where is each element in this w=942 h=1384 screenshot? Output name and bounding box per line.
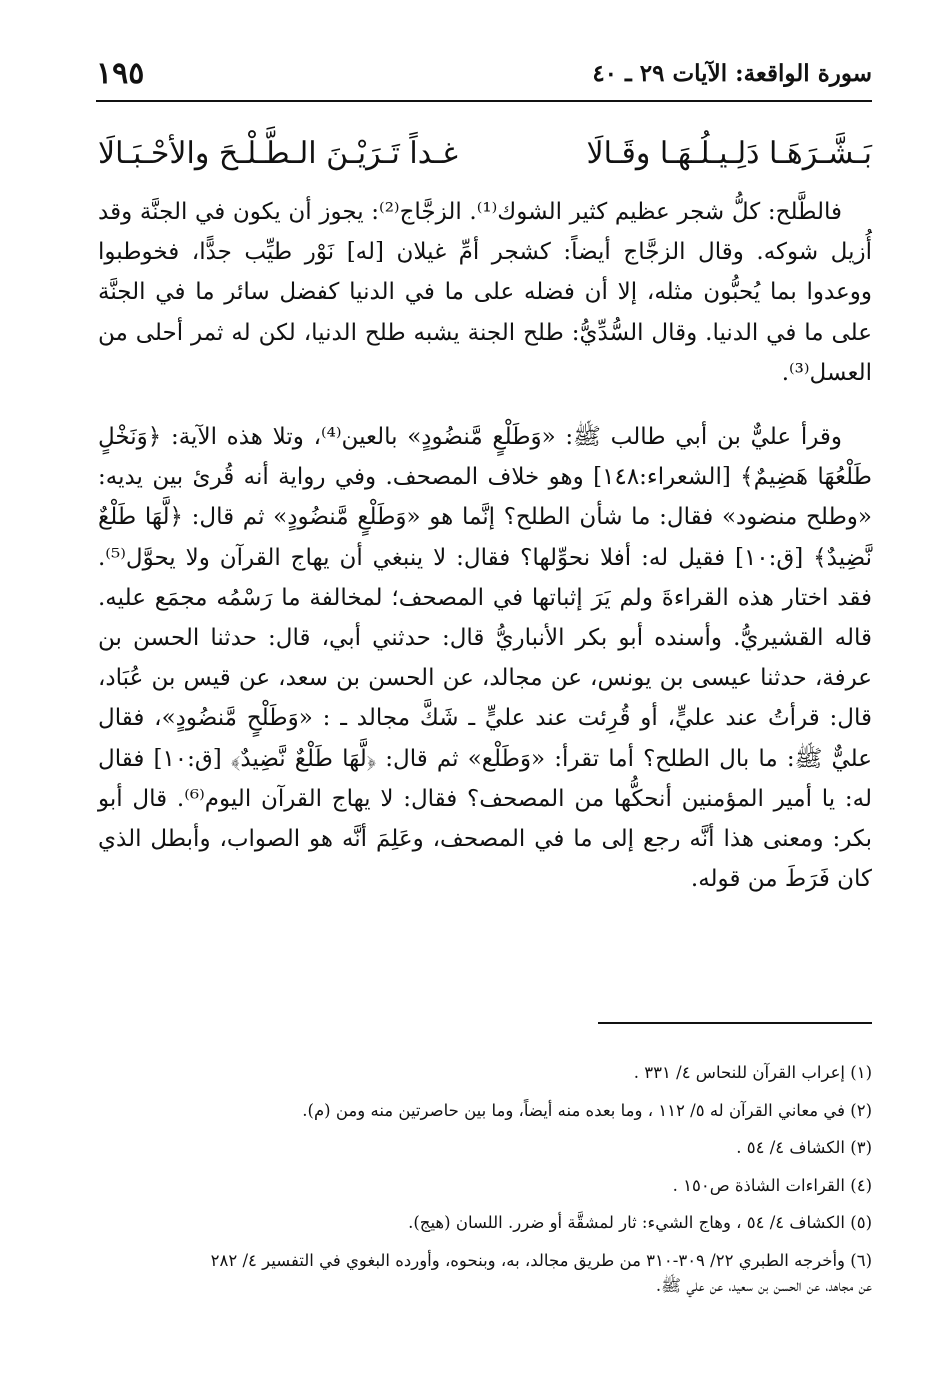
- page-number: ١٩٥: [96, 56, 145, 91]
- footnote-6: (٦) وأخرجه الطبري ٢٢/ ٣٠٩-٣١٠ من طريق مجالد، به، وبنحوه، وأورده البغوي في التفسير ٤/ ٢٨٢: [210, 1250, 872, 1270]
- footnote-3: (٣) الكشاف ٤/ ٥٤ .: [736, 1138, 872, 1157]
- footnotes: [98, 1054, 872, 1301]
- running-title: سورة الواقعة: الآيات ٢٩ ـ ٤٠: [592, 60, 872, 87]
- verse-second-hemistich: غـداً تَـرَيْـنَ الـطَّـلْـحَ والأحْـبَـالَا: [98, 136, 458, 171]
- footnote-1: (١) إعراب القرآن للنحاس ٤/ ٣٣١ .: [633, 1063, 872, 1082]
- verse-first-hemistich: بَـشَّـرَهَـا دَلِـيـلُـهَـا وقَـالَا: [586, 136, 872, 171]
- header-divider: [96, 100, 872, 102]
- footnote-6-continuation: عن مجاهد، عن الحسن بن سعيد، عن علي ﷺ.: [655, 1276, 872, 1295]
- paragraph-ali-reading: وقرأ عليٌّ بن أبي طالب ﷺ: «وَطَلْعٍ مَّنضُودٍ» بالعين⁽⁴⁾، وتلا هذه الآية: ﴿وَنَخْلٍ طَلْعُهَا هَضِيمٌ﴾ [الشعراء:١٤٨] وهو خلاف المصحف. وفي رواية أنه قُرئ بين يديه: «وطلح منضود» فقال: ما شأن الطلح؟ إنَّما هو «وَطَلْعٍ مَّنضُودٍ» ثم قال: ﴿لَّهَا طَلْعٌ نَّضِيدٌ﴾ [ق:١٠] فقيل له: أفلا نحوِّلها؟ فقال: لا ينبغي أن يهاج القرآن ولا يحوَّل⁽⁵⁾. فقد اختار هذه القراءةَ ولم يَرَ إثباتها في المصحف؛ لمخالفة ما رَسْمُه مجمَع عليه. قاله القشيريُّ. وأسنده أبو بكر الأنباريُّ قال: حدثني أبي، قال: حدثنا الحسن بن عرفة، حدثنا عيسى بن يونس، عن مجالد، عن الحسن بن سعد، عن قيس بن عُبَاد، قال: قرأتُ عند عليٍّ، أو قُرِئت عند عليٍّ ـ شَكَّ مجالد ـ : «وَطَلْحٍ مَّنضُودٍ»، فقال عليٌّ ﷺ: ما بال الطلح؟ أما تقرأ: «وَطَلْع» ثم قال: ﴿لَّهَا طَلْعٌ نَّضِيدٌ﴾ [ق:١٠] فقال له: يا أمير المؤمنين أنحكُّها من المصحف؟ فقال: لا يهاج القرآن اليوم⁽⁶⁾. قال أبو بكر: ومعنى هذا أنَّه رجع إلى ما في المصحف، وعَلِمَ أنَّه هو الصواب، وأبطل الذي كان فَرَطَ من قوله.: [98, 424, 872, 893]
- body-text: [98, 192, 872, 899]
- running-head: [96, 58, 872, 100]
- footnote-5: (٥) الكشاف ٤/ ٥٤ ، وهاج الشيء: ثار لمشقَّة أو ضرر. اللسان (هيج).: [408, 1213, 872, 1232]
- poetry-verse: [98, 130, 872, 190]
- paragraph-talh-definition: فالطَّلح: كلُّ شجر عظيم كثير الشوك⁽¹⁾. الزجَّاج⁽²⁾: يجوز أن يكون في الجنَّة وقد أُزيل شوكه. وقال الزجَّاج أيضاً: كشجر أمِّ غيلان [له] نَوْر طيِّب جدًّا، فخوطبوا ووعدوا بما يُحبُّون مثله، إلا أن فضله على ما في الدنيا كفضل سائر ما في الجنَّة على ما في الدنيا. وقال السُّدِّيُّ: طلح الجنة يشبه طلح الدنيا، لكن له ثمر أحلى من العسل⁽³⁾.: [98, 199, 872, 386]
- footnote-divider: [598, 1022, 872, 1024]
- footnote-2: (٢) في معاني القرآن له ٥/ ١١٢ ، وما بعده منه أيضاً، وما بين حاصرتين منه ومن (م).: [302, 1100, 872, 1120]
- footnote-4: (٤) القراءات الشاذة ص١٥٠ .: [672, 1175, 872, 1195]
